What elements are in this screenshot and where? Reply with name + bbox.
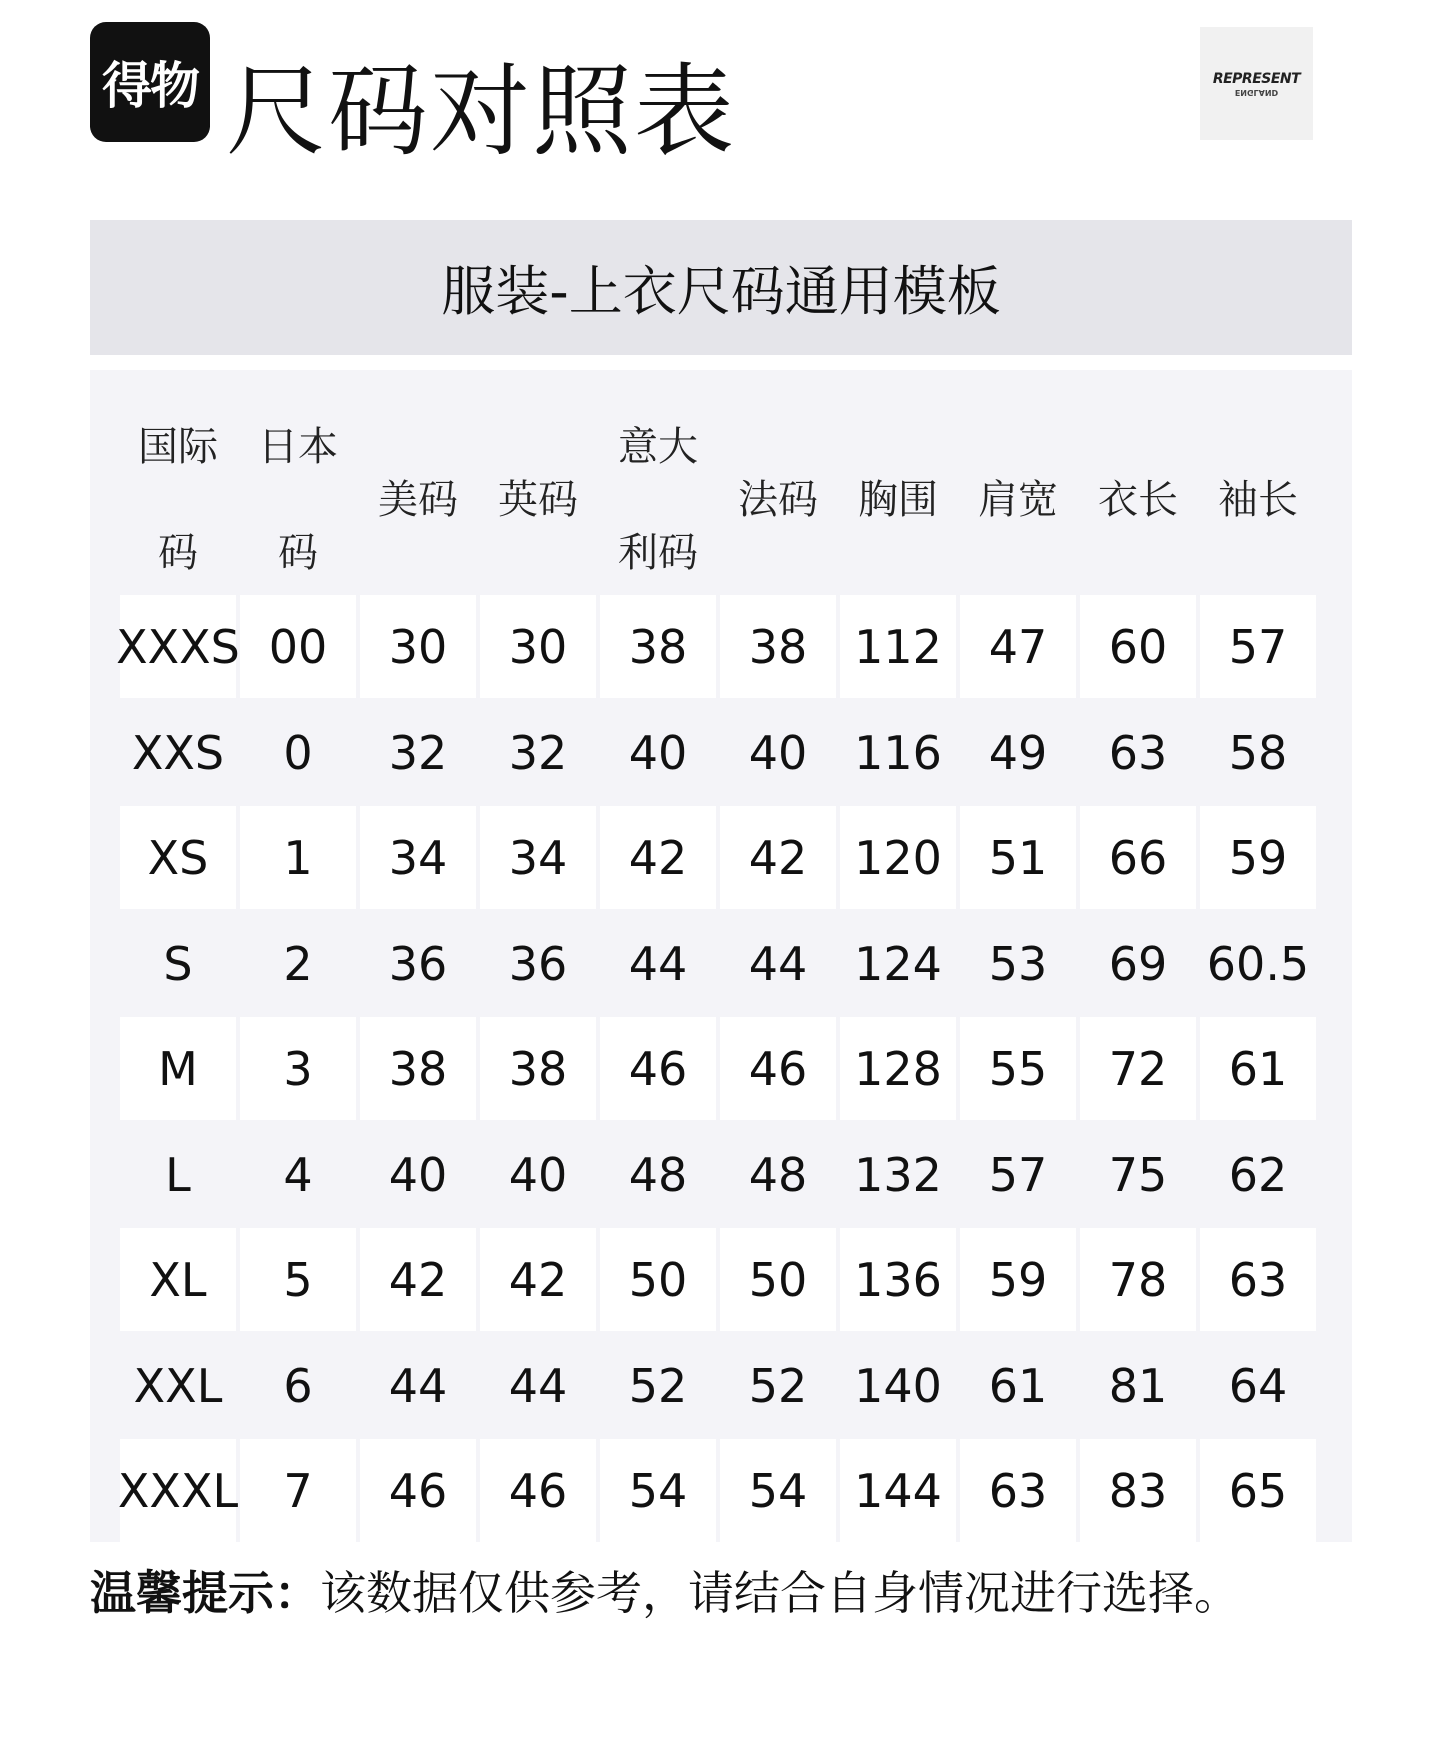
column-header: 意大 利码 (618, 424, 698, 576)
cell-value: 42 (628, 830, 688, 885)
table-cell (1080, 1439, 1196, 1542)
column-header: 国际 码 (138, 424, 218, 576)
table-cell (840, 701, 956, 804)
table-cell (1200, 806, 1316, 909)
table-cell (960, 1228, 1076, 1331)
cell-value: L (165, 1147, 191, 1202)
cell-value: 63 (1228, 1252, 1288, 1307)
table-cell (720, 595, 836, 698)
table-cell (960, 1439, 1076, 1542)
cell-value: 42 (388, 1252, 448, 1307)
table-cell (360, 1123, 476, 1226)
table-cell (600, 1439, 716, 1542)
table-cell (240, 701, 356, 804)
table-cell (1080, 1123, 1196, 1226)
cell-value: 46 (628, 1041, 688, 1096)
brand-name: REPRESENT (1212, 70, 1301, 87)
table-cell (1080, 806, 1196, 909)
cell-value: 4 (283, 1147, 313, 1202)
table-cell (1080, 1228, 1196, 1331)
cell-value: 65 (1228, 1463, 1288, 1518)
cell-value: 0 (283, 725, 313, 780)
size-label-cell (117, 1439, 239, 1542)
table-cell (960, 1123, 1076, 1226)
table-cell (960, 595, 1076, 698)
table-cell (840, 1228, 956, 1331)
cell-value: 42 (748, 830, 808, 885)
cell-value: 40 (508, 1147, 568, 1202)
cell-value: 132 (854, 1147, 942, 1202)
cell-value: 48 (748, 1147, 808, 1202)
cell-value: 78 (1108, 1252, 1168, 1307)
table-cell (360, 912, 476, 1015)
cell-value: 44 (508, 1358, 568, 1413)
cell-value: 48 (628, 1147, 688, 1202)
cell-value: 51 (988, 830, 1048, 885)
table-cell (1200, 701, 1316, 804)
cell-value: 2 (283, 936, 313, 991)
table-cell (1080, 595, 1196, 698)
cell-value: 52 (628, 1358, 688, 1413)
table-cell (240, 1228, 356, 1331)
column-header: 美码 (378, 477, 458, 523)
dewu-logo (90, 22, 210, 142)
cell-value: 54 (628, 1463, 688, 1518)
cell-value: 5 (283, 1252, 313, 1307)
table-cell (840, 1017, 956, 1120)
cell-value: 38 (628, 619, 688, 674)
table-cell (720, 1123, 836, 1226)
table-cell (600, 1228, 716, 1331)
table-cell (1080, 1017, 1196, 1120)
table-cell (960, 1017, 1076, 1120)
cell-value: M (158, 1041, 198, 1096)
cell-value: 128 (854, 1041, 942, 1096)
cell-value: 32 (508, 725, 568, 780)
cell-value: 120 (854, 830, 942, 885)
cell-value: 30 (508, 619, 568, 674)
table-cell (480, 1017, 596, 1120)
cell-value: 54 (748, 1463, 808, 1518)
table-cell (840, 1439, 956, 1542)
tip-note (90, 1562, 1240, 1624)
table-cell (240, 1123, 356, 1226)
table-cell (480, 912, 596, 1015)
table-cell (600, 701, 716, 804)
table-cell (360, 806, 476, 909)
section-title: 服装-上衣尺码通用模板 (90, 220, 1352, 355)
table-cell (1200, 595, 1316, 698)
cell-value: XL (149, 1252, 207, 1307)
brand-sub: ENGLAND (1234, 87, 1279, 97)
table-cell (840, 912, 956, 1015)
cell-value: 59 (988, 1252, 1048, 1307)
cell-value: 38 (388, 1041, 448, 1096)
cell-value: XXXS (116, 619, 240, 674)
cell-value: 40 (388, 1147, 448, 1202)
table-cell (720, 1228, 836, 1331)
cell-value: 83 (1108, 1463, 1168, 1518)
column-header: 法码 (738, 477, 818, 523)
table-cell (1200, 1439, 1316, 1542)
table-cell (1200, 1228, 1316, 1331)
cell-value: 55 (988, 1041, 1048, 1096)
table-cell (480, 1228, 596, 1331)
size-label-cell (120, 1123, 236, 1226)
table-cell (720, 1017, 836, 1120)
cell-value: 38 (748, 619, 808, 674)
table-cell (1080, 701, 1196, 804)
logo-text: 得物 (102, 57, 198, 115)
table-cell (960, 912, 1076, 1015)
cell-value: 40 (748, 725, 808, 780)
size-label-cell (120, 912, 236, 1015)
cell-value: 81 (1108, 1358, 1168, 1413)
size-label-cell (120, 806, 236, 909)
table-cell (480, 1334, 596, 1437)
cell-value: S (163, 936, 193, 991)
cell-value: 75 (1108, 1147, 1168, 1202)
cell-value: 40 (628, 725, 688, 780)
cell-value: 63 (1108, 725, 1168, 780)
size-label-cell (120, 701, 236, 804)
table-cell (480, 806, 596, 909)
cell-value: 36 (508, 936, 568, 991)
table-cell (600, 912, 716, 1015)
table-cell (240, 1017, 356, 1120)
cell-value: 50 (748, 1252, 808, 1307)
brand-logo (1200, 27, 1313, 140)
cell-value: 144 (854, 1463, 942, 1518)
column-header: 肩宽 (978, 477, 1058, 523)
cell-value: 46 (388, 1463, 448, 1518)
cell-value: 38 (508, 1041, 568, 1096)
table-cell (720, 806, 836, 909)
column-header: 胸围 (858, 477, 938, 523)
cell-value: 116 (854, 725, 942, 780)
cell-value: 44 (628, 936, 688, 991)
cell-value: 64 (1228, 1358, 1288, 1413)
cell-value: 62 (1228, 1147, 1288, 1202)
table-cell (480, 701, 596, 804)
table-cell (840, 1334, 956, 1437)
table-cell (600, 1123, 716, 1226)
cell-value: 52 (748, 1358, 808, 1413)
table-cell (240, 1334, 356, 1437)
table-cell (600, 1334, 716, 1437)
cell-value: 1 (283, 830, 313, 885)
cell-value: 53 (988, 936, 1048, 991)
page-title: 尺码对照表 (226, 53, 736, 170)
cell-value: 34 (388, 830, 448, 885)
tip-text: 该数据仅供参考，请结合自身情况进行选择。 (320, 1566, 1240, 1620)
cell-value: XXL (133, 1358, 223, 1413)
table-cell (600, 1017, 716, 1120)
cell-value: 30 (388, 619, 448, 674)
cell-value: 32 (388, 725, 448, 780)
cell-value: 61 (988, 1358, 1048, 1413)
table-cell (960, 1334, 1076, 1437)
table-cell (240, 912, 356, 1015)
table-cell (1080, 912, 1196, 1015)
cell-value: 44 (388, 1358, 448, 1413)
cell-value: 3 (283, 1041, 313, 1096)
size-label-cell (116, 595, 240, 698)
cell-value: 59 (1228, 830, 1288, 885)
column-header: 衣长 (1098, 477, 1178, 523)
table-cell (720, 1439, 836, 1542)
table-cell (480, 1123, 596, 1226)
table-cell (360, 1228, 476, 1331)
cell-value: 47 (988, 619, 1048, 674)
cell-value: 58 (1228, 725, 1288, 780)
cell-value: 44 (748, 936, 808, 991)
table-cell (840, 806, 956, 909)
cell-value: 42 (508, 1252, 568, 1307)
cell-value: XS (147, 830, 209, 885)
table-cell (600, 806, 716, 909)
cell-value: 57 (1228, 619, 1288, 674)
tip-label: 温馨提示： (90, 1566, 320, 1620)
table-cell (360, 1017, 476, 1120)
table-cell (240, 595, 356, 698)
table-cell (1200, 1017, 1316, 1120)
size-label-cell (120, 1228, 236, 1331)
size-label-cell (120, 1334, 236, 1437)
table-cell (360, 595, 476, 698)
cell-value: 34 (508, 830, 568, 885)
table-cell (1080, 1334, 1196, 1437)
column-header: 日本 码 (258, 424, 338, 576)
cell-value: 36 (388, 936, 448, 991)
table-cell (840, 595, 956, 698)
table-cell (1200, 912, 1316, 1015)
cell-value: 7 (283, 1463, 313, 1518)
cell-value: 57 (988, 1147, 1048, 1202)
table-cell (1200, 1123, 1316, 1226)
cell-value: XXXL (117, 1463, 239, 1518)
table-cell (600, 595, 716, 698)
table-cell (360, 1439, 476, 1542)
table-cell (720, 912, 836, 1015)
cell-value: 136 (854, 1252, 942, 1307)
table-cell (240, 1439, 356, 1542)
cell-value: 69 (1108, 936, 1168, 991)
cell-value: 00 (268, 619, 328, 674)
table-cell (480, 1439, 596, 1542)
table-cell (960, 806, 1076, 909)
cell-value: 60 (1108, 619, 1168, 674)
column-header: 英码 (498, 477, 578, 523)
cell-value: 63 (988, 1463, 1048, 1518)
table-cell (240, 806, 356, 909)
table-cell (480, 595, 596, 698)
column-header: 袖长 (1218, 477, 1298, 523)
cell-value: 49 (988, 725, 1048, 780)
table-cell (360, 701, 476, 804)
cell-value: 140 (854, 1358, 942, 1413)
cell-value: 124 (854, 936, 942, 991)
cell-value: 46 (748, 1041, 808, 1096)
table-cell (1200, 1334, 1316, 1437)
cell-value: 61 (1228, 1041, 1288, 1096)
table-cell (720, 701, 836, 804)
table-cell (960, 701, 1076, 804)
cell-value: 66 (1108, 830, 1168, 885)
cell-value: 112 (854, 619, 942, 674)
table-cell (360, 1334, 476, 1437)
table-cell (720, 1334, 836, 1437)
cell-value: 6 (283, 1358, 313, 1413)
table-cell (840, 1123, 956, 1226)
cell-value: 60.5 (1206, 936, 1310, 991)
cell-value: 50 (628, 1252, 688, 1307)
cell-value: 72 (1108, 1041, 1168, 1096)
cell-value: XXS (131, 725, 225, 780)
size-table (90, 370, 1352, 1542)
size-label-cell (120, 1017, 236, 1120)
cell-value: 46 (508, 1463, 568, 1518)
